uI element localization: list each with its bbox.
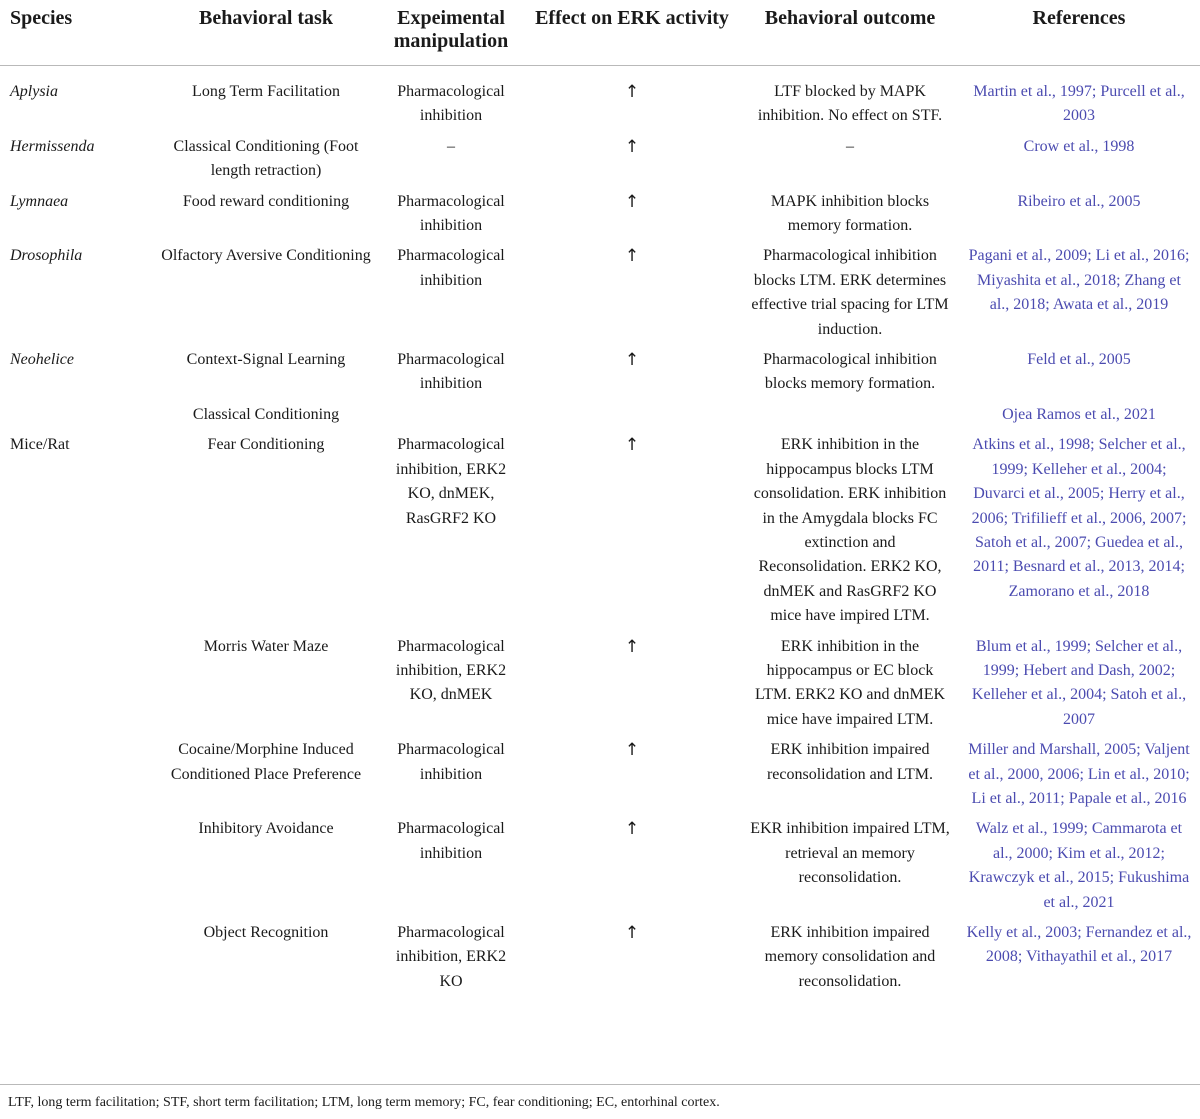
manipulation-cell: Pharmacological inhibition	[397, 820, 505, 862]
effect-arrow-cell: ↑	[624, 82, 640, 102]
references-link[interactable]: Feld et al., 2005	[1027, 351, 1131, 369]
references-link[interactable]: Blum et al., 1999; Selcher et al., 1999; Hebert and Dash, 2002; Kelleher et al., 2004; Satoh et al., 2007	[971, 637, 1187, 728]
species-cell	[0, 403, 152, 433]
effect-arrow-cell: ↑	[624, 136, 640, 157]
effect-arrow-cell: ↑	[624, 636, 640, 657]
task-cell: Olfactory Aversive Conditioning	[161, 247, 371, 265]
table-row	[0, 244, 1200, 348]
manipulation-cell: Pharmacological inhibition	[397, 247, 505, 289]
references-link[interactable]: Pagani et al., 2009; Li et al., 2016; Miyashita et al., 2018; Zhang et al., 2018; Awata et al., 2019	[968, 247, 1190, 314]
outcome-cell: ERK inhibition impaired memory consolidation and reconsolidation.	[764, 924, 936, 990]
outcome-cell: Pharmacological inhibition blocks memory formation.	[763, 351, 937, 393]
manipulation-cell: Pharmacological inhibition, ERK2 KO	[395, 924, 507, 990]
task-cell: Inhibitory Avoidance	[198, 820, 334, 838]
species-cell: Drosophila	[10, 247, 83, 265]
manipulation-cell: –	[447, 137, 455, 155]
species-cell: Mice/Rat	[10, 436, 70, 454]
references-link[interactable]: Kelly et al., 2003; Fernandez et al., 2008; Vithayathil et al., 2017	[966, 924, 1192, 966]
header-behavioral-outcome: Behavioral outcome	[742, 0, 958, 66]
species-cell	[0, 817, 152, 921]
header-effect-on-erk: Effect on ERK activity	[522, 0, 742, 66]
table-row	[0, 738, 1200, 817]
effect-arrow-cell: ↑	[624, 819, 640, 840]
effect-arrow-cell: ↑	[624, 246, 640, 267]
effect-arrow-cell: ↑	[624, 350, 640, 371]
effect-arrow-cell	[522, 403, 742, 433]
effect-arrow-cell: ↑	[624, 435, 640, 456]
species-cell: Lymnaea	[10, 192, 69, 210]
table-row	[0, 66, 1200, 135]
task-cell: Morris Water Maze	[203, 637, 329, 655]
manipulation-cell: Pharmacological inhibition, ERK2 KO, dnMEK, RasGRF2 KO	[395, 436, 507, 527]
species-cell: Neohelice	[10, 351, 74, 369]
manipulation-cell: Pharmacological inhibition	[397, 741, 505, 783]
outcome-cell: MAPK inhibition blocks memory formation.	[770, 192, 930, 235]
effect-arrow-cell: ↑	[624, 923, 640, 943]
outcome-cell: –	[846, 137, 854, 155]
manipulation-cell	[380, 403, 522, 433]
table-row	[0, 190, 1200, 245]
table-row	[0, 135, 1200, 190]
table-row	[0, 635, 1200, 739]
table-row	[0, 403, 1200, 433]
header-behavioral-task: Behavioral task	[152, 0, 380, 66]
references-link[interactable]: Crow et al., 1998	[1023, 137, 1135, 155]
effect-arrow-cell: ↑	[624, 740, 640, 761]
table-bottom-rule	[0, 1084, 1200, 1085]
task-cell: Fear Conditioning	[207, 436, 325, 454]
header-species: Species	[0, 0, 152, 66]
species-cell	[0, 921, 152, 1000]
header-references: References	[958, 0, 1200, 66]
header-manipulation: Expeimental manipulation	[380, 0, 522, 66]
references-link[interactable]: Ribeiro et al., 2005	[1017, 192, 1141, 210]
references-link[interactable]: Miller and Marshall, 2005; Valjent et al., 2000, 2006; Lin et al., 2010; Li et al., 2011; Papale et al., 2016	[968, 741, 1190, 807]
manipulation-cell: Pharmacological inhibition, ERK2 KO, dnMEK	[395, 637, 507, 704]
table-row	[0, 817, 1200, 921]
task-cell: Classical Conditioning (Foot length retraction)	[173, 137, 359, 180]
table-row	[0, 348, 1200, 403]
task-cell: Object Recognition	[203, 924, 329, 941]
task-cell: Classical Conditioning	[192, 405, 340, 423]
outcome-cell: ERK inhibition in the hippocampus blocks LTM consolidation. ERK inhibition in the Amygdala blocks FC extinction and Reconsolidation. ERK2 KO, dnMEK and RasGRF2 KO mice have impired LTM.	[753, 436, 947, 625]
effect-arrow-cell: ↑	[624, 191, 640, 212]
species-cell	[0, 738, 152, 817]
task-cell: Food reward conditioning	[182, 192, 350, 210]
outcome-cell: ERK inhibition in the hippocampus or EC block LTM. ERK2 KO and dnMEK mice have impaired LTM.	[754, 637, 946, 728]
task-cell: Cocaine/Morphine Induced Conditioned Place Preference	[170, 741, 362, 783]
manipulation-cell: Pharmacological inhibition	[397, 192, 505, 235]
outcome-cell	[742, 403, 958, 433]
table-footnote: LTF, long term facilitation; STF, short term facilitation; LTM, long term memory; FC, fear conditioning; EC, entorhinal cortex.	[8, 1095, 720, 1110]
manipulation-cell: Pharmacological inhibition	[397, 351, 505, 393]
references-link[interactable]: Walz et al., 1999; Cammarota et al., 2000; Kim et al., 2012; Krawczyk et al., 2015; Fukushima et al., 2021	[968, 820, 1190, 911]
table-row	[0, 433, 1200, 634]
task-cell: Context-Signal Learning	[186, 351, 346, 369]
species-cell	[0, 635, 152, 739]
header-row	[0, 0, 1200, 66]
outcome-cell: Pharmacological inhibition blocks LTM. ERK determines effective trial spacing for LTM induction.	[751, 247, 949, 338]
references-link[interactable]: Martin et al., 1997; Purcell et al., 2003	[973, 83, 1185, 125]
task-cell: Long Term Facilitation	[192, 83, 340, 100]
outcome-cell: EKR inhibition impaired LTM, retrieval an memory reconsolidation.	[750, 820, 950, 887]
table-row	[0, 921, 1200, 1000]
outcome-cell: ERK inhibition impaired reconsolidation and LTM.	[766, 741, 934, 783]
species-cell: Hermissenda	[10, 137, 95, 155]
manipulation-cell: Pharmacological inhibition	[397, 83, 505, 125]
species-cell: Aplysia	[10, 83, 58, 100]
references-link[interactable]: Atkins et al., 1998; Selcher et al., 1999; Kelleher et al., 2004; Duvarci et al., 2005; Herry et al., 2006; Trifilieff et al., 2006, 2007; Satoh et al., 2007; Guedea et al., 2011; Besnard et al., 2013, 2014; Zamorano et al., 2018	[971, 436, 1187, 600]
references-link[interactable]: Ojea Ramos et al., 2021	[1002, 405, 1156, 423]
outcome-cell: LTF blocked by MAPK inhibition. No effect on STF.	[757, 83, 943, 125]
